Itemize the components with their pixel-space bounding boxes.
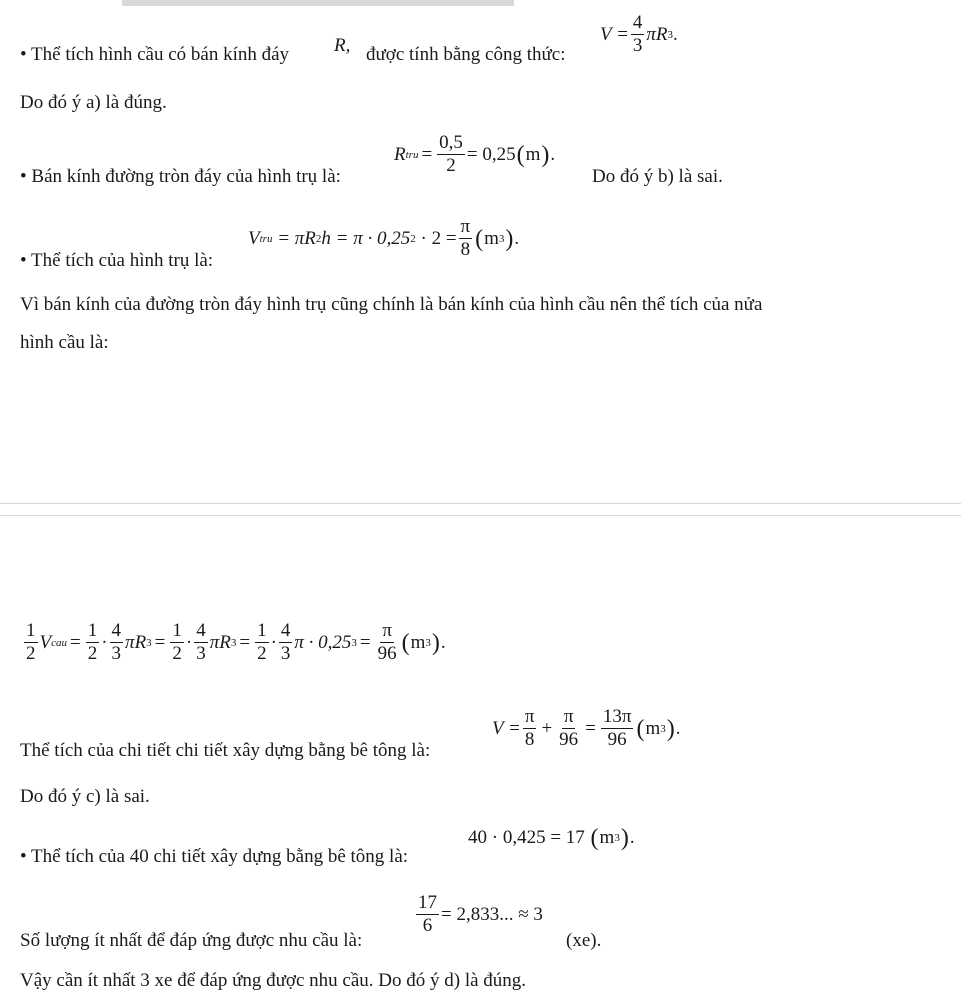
conclusion-c: Do đó ý c) là sai. [20, 786, 150, 807]
total-volume-formula: V = $\frac{\pi}{8}$ + $\frac{\pi}{96}$ = $\frac{13\pi}{96}$ ( m 3 ) . [492, 706, 681, 750]
top-scroll-bar [122, 0, 514, 6]
conclusion-a: Do đó ý a) là đúng. [20, 92, 167, 113]
sphere-volume-text-2: được tính bằng công thức: [366, 44, 566, 65]
page-divider-2 [0, 515, 961, 516]
forty-pieces-text: • Thể tích của 40 chi tiết xây dựng bằng bê tông là: [20, 846, 409, 867]
cylinder-volume-formula: V tru = πR 2 h = π · 0,25 2 · 2 = $\frac{\pi}{8}$ ( m 3 ) . [248, 216, 520, 260]
sphere-volume-formula: V = $\frac{4}{3}$ πR 3 . [600, 12, 678, 56]
cylinder-volume-text: • Thể tích của hình trụ là: [20, 250, 214, 271]
forty-pieces-formula: 40 · 0,425 = 17 ( m 3 ) . [468, 825, 635, 851]
hemisphere-text-line2: hình cầu là: [20, 332, 109, 353]
cylinder-radius-formula: R tru = $\frac{0,5}{2}$ = 0,25 ( m ) . [394, 132, 556, 176]
conclusion-b: Do đó ý b) là sai. [592, 166, 723, 187]
hemisphere-text-line1: Vì bán kính của đường tròn đáy hình trụ cũng chính là bán kính của hình cầu nên thể tích của nửa [20, 294, 763, 315]
page-divider-1 [0, 503, 961, 504]
hemisphere-volume-formula: $\frac{1}{2}$ V cau = $\frac{1}{2}$ · $\frac{4}{3}$ πR 3 = $\frac{1}{2}$ · $\frac{4}{3}$ πR 3 = $\frac{1}{2}$ · $\frac{4}{3}$ π · 0,25 3 = $\frac{\pi}{96}$ ( m 3 ) . [26, 620, 446, 664]
sphere-volume-text: • Thể tích hình cầu có bán kính đáy [20, 44, 290, 65]
min-trucks-formula: $\frac{17}{6}$ = 2,833... ≈ 3 [418, 892, 543, 936]
cylinder-radius-text: • Bán kính đường tròn đáy của hình trụ là: [20, 166, 341, 187]
sphere-radius-symbol: R, [334, 35, 351, 56]
total-volume-text: Thể tích của chi tiết chi tiết xây dựng bằng bê tông là: [20, 740, 431, 761]
min-trucks-text: Số lượng ít nhất để đáp ứng được nhu cầu là: [20, 930, 363, 951]
final-conclusion: Vậy cần ít nhất 3 xe để đáp ứng được nhu cầu. Do đó ý d) là đúng. [20, 970, 527, 991]
trucks-unit: (xe). [566, 930, 602, 951]
